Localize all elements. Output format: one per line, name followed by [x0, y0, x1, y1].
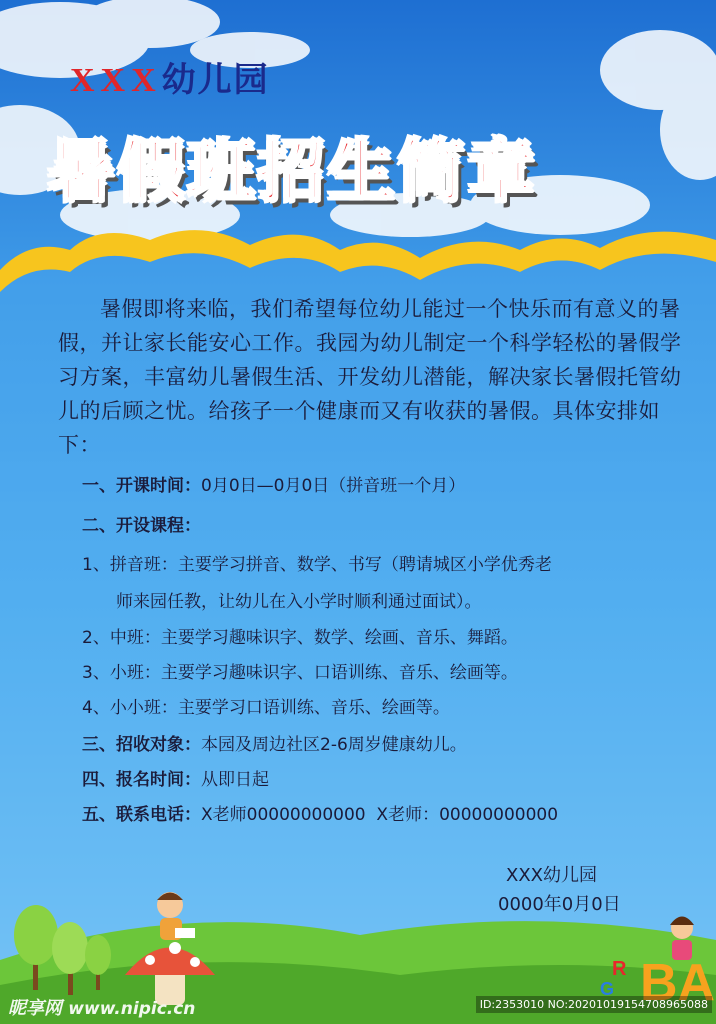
svg-text:BA: BA	[640, 954, 716, 1012]
watermark-brand	[8, 994, 195, 1020]
signature-date: 0000年0月0日	[498, 894, 621, 915]
signature-name: XXX幼儿园	[506, 865, 597, 886]
class-time-value: 0月0日—0月0日（拼音班一个月）	[201, 476, 466, 496]
contact-phone-label: 五、联系电话：	[82, 805, 201, 825]
course-small: 3、小班：主要学习趣味识字、口语训练、音乐、绘画等。	[82, 663, 518, 683]
courses-heading	[82, 511, 201, 536]
class-time-line	[82, 471, 465, 496]
courses-label: 二、开设课程：	[82, 516, 201, 536]
svg-text:R: R	[612, 958, 627, 980]
watermark-id: ID:2353010 NO:20201019154708965088	[476, 996, 712, 1013]
svg-text:G: G	[600, 979, 615, 999]
class-time-label: 一、开课时间：	[82, 476, 201, 496]
watermark-domain: www.nipic.cn	[68, 999, 196, 1019]
contact-phone-value: X老师00000000000 X老师：00000000000	[201, 805, 559, 825]
course-middle: 2、中班：主要学习趣味识字、数学、绘画、音乐、舞蹈。	[82, 628, 518, 648]
course-toddler: 4、小小班：主要学习口语训练、音乐、绘画等。	[82, 698, 450, 718]
enrollment-target-line	[82, 730, 467, 755]
course-pinyin-line1: 1、拼音班：主要学习拼音、数学、书写（聘请城区小学优秀老	[82, 555, 552, 575]
signup-time-line	[82, 765, 269, 790]
course-pinyin-line2: 师来园任教，让幼儿在入小学时顺利通过面试）。	[116, 592, 482, 612]
kindergarten-word: 幼儿园	[161, 61, 270, 99]
kindergarten-name	[70, 52, 270, 101]
school-placeholder: XXX	[70, 62, 162, 99]
poster-title: 暑假班招生简章	[48, 133, 538, 210]
signup-time-label: 四、报名时间：	[82, 770, 201, 790]
enrollment-target-value: 本园及周边社区2-6周岁健康幼儿。	[201, 735, 467, 755]
contact-phone-line	[82, 800, 558, 825]
signup-time-value: 从即日起	[201, 770, 269, 790]
intro-paragraph: 暑假即将来临，我们希望每位幼儿能过一个快乐而有意义的暑假，并让家长能安心工作。我园为幼儿制定一个科学轻松的暑假学习方案，丰富幼儿暑假生活、开发幼儿潜能，解决家长暑假托管幼儿的后顾之忧。给孩子一个健康而又有收获的暑假。具体安排如下：	[58, 297, 682, 457]
watermark-brand-name: 昵享网	[8, 998, 62, 1019]
enrollment-target-label: 三、招收对象：	[82, 735, 201, 755]
